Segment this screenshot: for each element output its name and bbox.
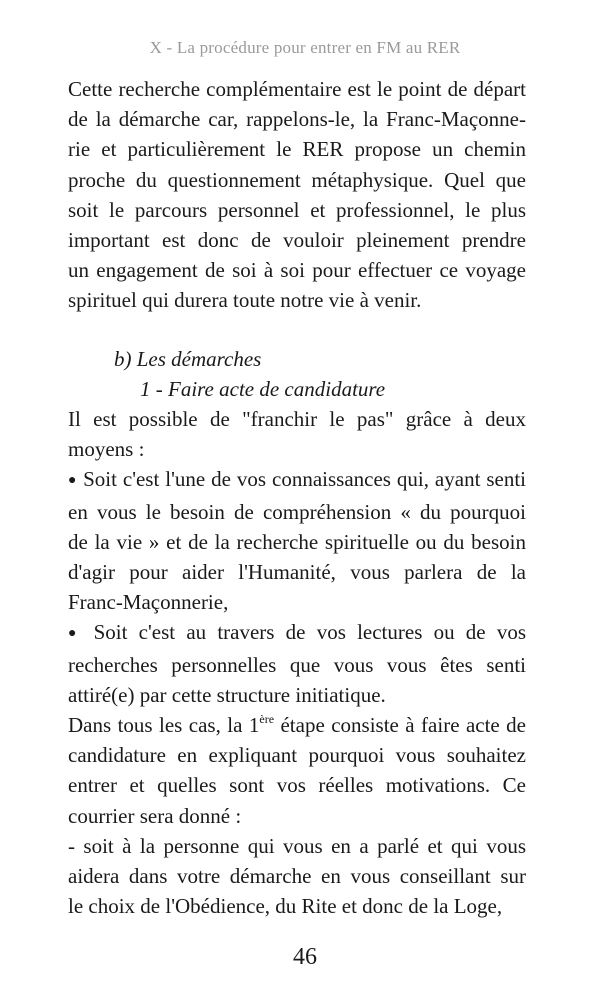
text-line: proche du questionnement métaphysique. Quel que bbox=[68, 167, 526, 192]
section-heading-b: b) Les démarches bbox=[114, 346, 262, 371]
text-line: attiré(e) par cette structure initiatique. bbox=[68, 682, 386, 707]
text-line: important est donc de vouloir pleinement prendre bbox=[68, 228, 526, 253]
text-line: Franc-Maçonnerie, bbox=[68, 590, 229, 615]
text-line bbox=[68, 710, 526, 740]
section-spacer bbox=[68, 316, 526, 344]
bullet-icon: ● bbox=[68, 473, 78, 489]
text-fragment: étape consiste à faire acte de bbox=[274, 713, 526, 738]
bullet-icon: ● bbox=[68, 626, 83, 642]
text-line: moyens : bbox=[68, 437, 145, 462]
text-line: en vous le besoin de compréhension « du pourquoi bbox=[68, 499, 526, 524]
dash-item-person bbox=[68, 831, 526, 922]
text-line: spirituel qui durera toute notre vie à venir. bbox=[68, 288, 422, 313]
text-line: - soit à la personne qui vous en a parlé et qui vous bbox=[68, 833, 526, 858]
text-line: entrer et quelles sont vos réelles motivations. Ce bbox=[68, 773, 526, 798]
text-line: un engagement de soi à soi pour effectuer ce voyage bbox=[68, 258, 526, 283]
paragraph-research bbox=[68, 74, 526, 316]
bullet-item-readings bbox=[68, 617, 526, 710]
paragraph-intro bbox=[68, 404, 526, 464]
ordinal-superscript: ère bbox=[259, 712, 275, 727]
text-line: de la démarche car, rappelons-le, la Franc-Maçonne- bbox=[68, 107, 526, 132]
bullet-text: Soit c'est au travers de vos lectures ou de vos bbox=[82, 620, 526, 645]
section-heading-1: 1 - Faire acte de candidature bbox=[140, 376, 386, 401]
bullet-item-acquaintance bbox=[68, 464, 526, 617]
text-line: d'agir pour aider l'Humanité, vous parlera de la bbox=[68, 560, 526, 585]
page-body bbox=[68, 74, 526, 921]
text-line: courrier sera donné : bbox=[68, 803, 242, 828]
paragraph-candidature bbox=[68, 710, 526, 831]
text-line: le choix de l'Obédience, du Rite et donc de la Loge, bbox=[68, 894, 503, 919]
text-line bbox=[68, 464, 526, 496]
text-line: recherches personnelles que vous vous êtes senti bbox=[68, 652, 526, 677]
text-line: Cette recherche complémentaire est le point de départ bbox=[68, 77, 526, 101]
text-line bbox=[68, 617, 526, 649]
page-number: 46 bbox=[293, 944, 317, 970]
running-header: X - La procédure pour entrer en FM au RER bbox=[149, 38, 461, 57]
text-line: aidera dans votre démarche en vous conseillant sur bbox=[68, 864, 526, 889]
text-fragment: Dans tous les cas, la 1 bbox=[68, 713, 260, 738]
text-line: candidature en expliquant pourquoi vous souhaitez bbox=[68, 743, 526, 768]
bullet-text: Soit c'est l'une de vos connaissances qui, ayant senti bbox=[77, 467, 526, 492]
text-line: soit le parcours personnel et professionnel, le plus bbox=[68, 197, 526, 222]
text-line: de la vie » et de la recherche spirituelle ou du besoin bbox=[68, 529, 526, 554]
text-line: Il est possible de "franchir le pas" grâce à deux bbox=[68, 407, 526, 432]
text-line: rie et particulièrement le RER propose un chemin bbox=[68, 137, 526, 162]
